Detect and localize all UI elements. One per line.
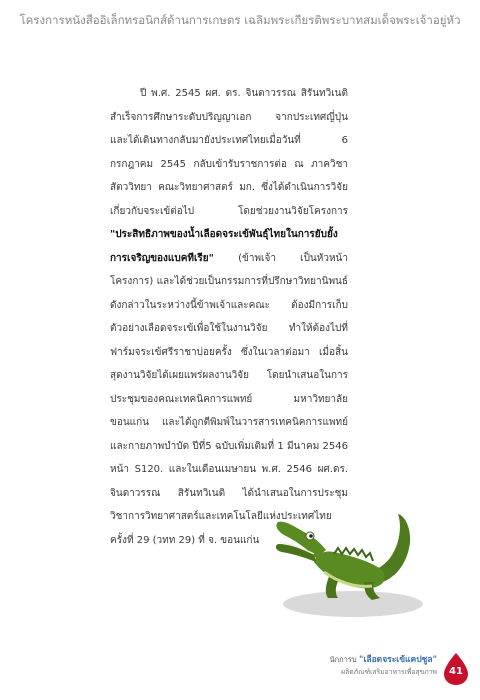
body-paragraph [110,82,348,552]
footer-subtitle: ผลิตภัณฑ์เสริมอาหารเพื่อสุขภาพ [341,668,437,676]
footer-prefix: นักการบ [329,655,360,664]
footer-credit [287,654,437,678]
crocodile-pupil [309,534,313,538]
body-text-part-2: (ข้าพเจ้า เป็นหัวหน้าโครงการ) และได้ช่วยเป็นกรรมการที่ปรึกษาวิทยานิพนธ์ดังกล่าวในระหว่างนี้ข้าพเจ้าและคณะ ต้องมีการเก็บตัวอย่างเลือดจระเข้เพื่อใช้ในงานวิจัย ทำให้ต้องไปที่ฟาร์มจระเข้ศรีราชาบ่อยครั้ง ซึ่งในเวลาต่อมา เมื่อสิ้นสุดงานวิจัยได้เผยแพร่ผลงานวิจัย โดยนำเสนอในการประชุมของคณะเทคนิคการแพทย์ มหาวิทยาลัยขอนแก่น และได้ถูกตีพิมพ์ในวารสารเทคนิคการแพทย์และกายภาพบำบัด ปีที่5 ฉบับเพิ่มเติมที่ 1 มีนาคม 2546 หน้า S120. และในเดือนเมษายน พ.ศ. 2546 ผศ.ดร. จินดาวรรณ สิรันทวิเนติ ได้นำเสนอในการประชุมวิชาการวิทยาศาสตร์และเทคโนโลยีแห่งประเทศไทย ครั้งที่ 29 (วทท 29) ที่ จ. ขอนแก่น [110,252,348,546]
page-number-badge [441,652,471,686]
page-number: 41 [449,666,463,677]
footer-project-name: "เลือดจระเข้แคปซูล" [359,655,437,665]
crocodile-shadow [283,591,423,617]
body-text-part-1: ปี พ.ศ. 2545 ผศ. ดร. จินดาวรรณ สิรันทวิเนติ สำเร็จการศึกษาระดับปริญญาเอก จากประเทศญี่ปุ่น และได้เดินทางกลับมายังประเทศไทยเมื่อวันที่ 6 กรกฎาคม 2545 กลับเข้ารับราชการต่อ ณ ภาควิชาสัตววิทยา คณะวิทยาศาสตร์ มก. ซึ่งได้ดำเนินการวิจัยเกี่ยวกับจระเข้ต่อไป โดยช่วยงานวิจัยโครงการ [110,88,348,217]
project-title-bold: "ประสิทธิภาพของน้ำเลือดจระเข้พันธุ์ไทยในการยับยั้งการเจริญของแบคทีเรีย" [110,229,338,264]
crocodile-illustration [268,492,428,622]
running-header: โครงการหนังสืออิเล็กทรอนิกส์ด้านการเกษตร เฉลิมพระเกียรติพระบาทสมเด็จพระเจ้าอยู่หัว [19,13,461,27]
footer-line-1 [287,654,437,666]
